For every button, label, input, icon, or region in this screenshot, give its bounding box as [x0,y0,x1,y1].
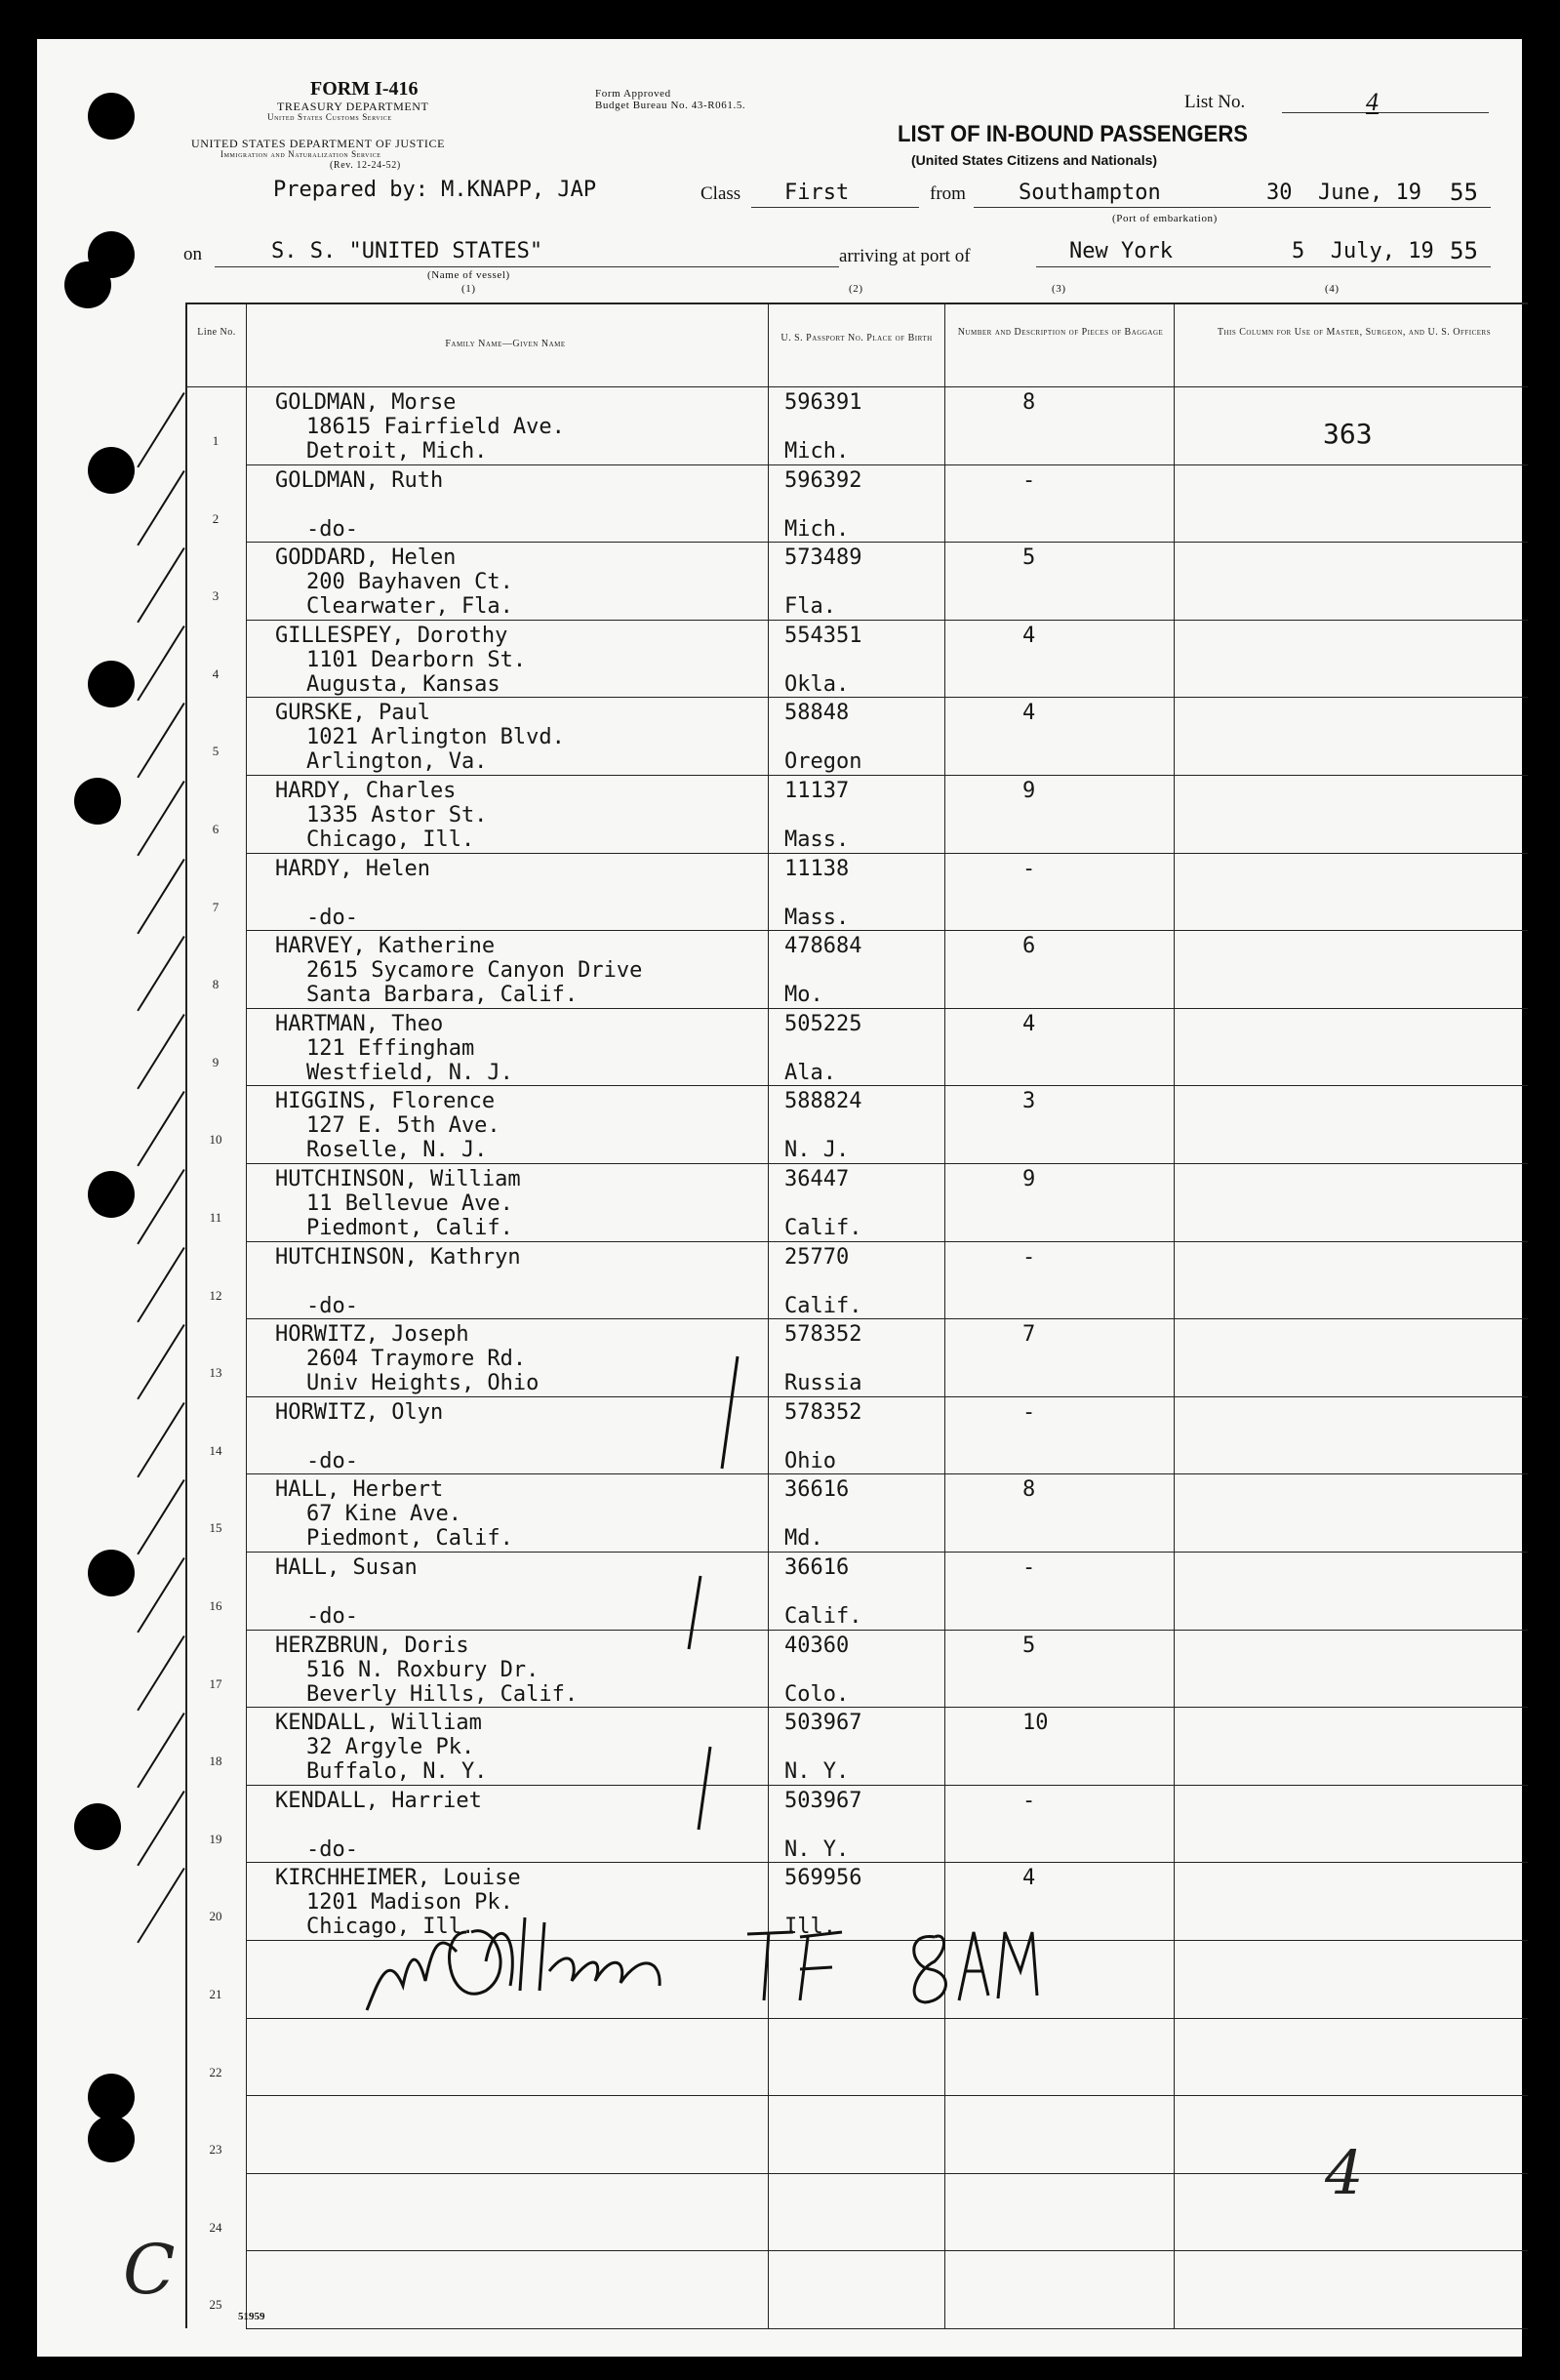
baggage-count: - [1022,856,1036,881]
passport-number: 573489 [784,545,862,571]
line-number: 22 [209,2064,222,2079]
place-of-birth: Ill. [784,1915,836,1940]
passenger-name: GOLDMAN, Ruth [275,467,444,493]
embarkation-year: 55 [1450,179,1478,206]
passenger-address-line1: 127 E. 5th Ave. [306,1113,500,1139]
class-value: First [784,181,850,205]
baggage-count: 3 [1022,1089,1036,1114]
check-mark [137,470,184,545]
line-number: 17 [209,1675,222,1691]
embarkation-date: 30 June, 19 [1266,181,1421,205]
treasury-label: TREASURY DEPARTMENT [277,100,429,113]
arrival-year: 55 [1450,237,1478,264]
baggage-count: 8 [1022,390,1036,415]
handwritten-margin-mark: 4 [1325,2137,1364,2208]
place-of-birth: Mass. [784,827,850,852]
arrival-date: 5 July, 19 [1292,239,1434,263]
baggage-count: 4 [1022,1011,1036,1036]
header-family-name: Family Name—Given Name [445,339,566,349]
passenger-address-line2: Roselle, N. J. [306,1138,488,1163]
port-caption: (Port of embarkation) [1112,213,1218,224]
passenger-address-line1: 67 Kine Ave. [306,1502,461,1527]
passport-number: 596392 [784,467,862,493]
check-mark [137,859,184,934]
baggage-count: - [1022,1244,1036,1270]
place-of-birth: Calif. [784,1216,862,1240]
passenger-name: HALL, Susan [275,1555,418,1580]
arrival-port: New York [1069,239,1173,263]
handwritten-ticks [661,1337,779,1844]
passport-number: 596391 [784,390,862,415]
passport-number: 554351 [784,623,862,648]
check-mark [137,625,184,701]
line-number: 4 [212,666,220,681]
line-number: 11 [209,1210,222,1225]
place-of-birth: N. Y. [784,1759,850,1785]
passenger-address-line1: 121 Effingham [306,1035,475,1061]
passport-number: 40360 [784,1633,850,1658]
punch-hole [88,93,135,140]
justice-label: UNITED STATES DEPARTMENT OF JUSTICE [191,137,446,150]
row-divider [246,1085,1528,1086]
passport-number: 569956 [784,1866,862,1891]
passenger-name: HALL, Herbert [275,1477,444,1503]
place-of-birth: Mo. [784,983,823,1008]
line-number: 18 [209,1754,222,1769]
baggage-count: 4 [1022,1866,1036,1891]
vessel-underline [215,266,839,267]
punch-hole [88,447,135,494]
row-divider [246,2095,1528,2096]
passenger-name: KENDALL, William [275,1711,482,1736]
print-code: 51959 [238,2311,265,2322]
passport-number: 58848 [784,701,850,726]
baggage-count: 4 [1022,701,1036,726]
check-mark [137,1713,184,1788]
passenger-name: HUTCHINSON, Kathryn [275,1244,521,1270]
vessel-caption: (Name of vessel) [427,269,510,281]
line-number: 23 [209,2142,222,2158]
place-of-birth: Colo. [784,1681,850,1707]
form-number: FORM I-416 [310,78,419,100]
passenger-address-line2: Piedmont, Calif. [306,1526,513,1552]
passenger-address-line1: 200 Bayhaven Ct. [306,570,513,595]
passenger-name: HARDY, Helen [275,856,430,881]
column-3-number: (3) [1052,283,1066,295]
line-number: 7 [212,899,220,914]
line-number: 14 [209,1442,222,1458]
column-divider [246,304,247,2328]
passenger-address-line1: 32 Argyle Pk. [306,1735,475,1760]
column-divider [1174,304,1175,2328]
line-number: 20 [209,1909,222,1924]
check-mark [137,1014,184,1089]
row-divider [246,2250,1528,2251]
passenger-name: HERZBRUN, Doris [275,1633,469,1658]
passenger-address-line2: Chicago, Ill. [306,1915,475,1940]
passenger-name: HIGGINS, Florence [275,1089,496,1114]
check-mark [137,1402,184,1477]
check-mark [137,1635,184,1711]
place-of-birth: Calif. [784,1293,862,1318]
port-of-embarkation: Southampton [1019,181,1161,205]
passport-number: 505225 [784,1011,862,1036]
passport-number: 25770 [784,1244,850,1270]
line-number: 12 [209,1287,222,1303]
line-number: 2 [212,510,220,526]
passenger-address-line2: Piedmont, Calif. [306,1216,513,1240]
place-of-birth: Ala. [784,1060,836,1085]
baggage-count: 9 [1022,779,1036,803]
column-4-number: (4) [1325,283,1340,295]
row-divider [246,1396,1528,1397]
baggage-count: - [1022,1399,1036,1425]
check-mark [137,703,184,778]
punch-hole [88,1550,135,1596]
passenger-address-line2: -do- [306,516,358,542]
passenger-address-line1: 1201 Madison Pk. [306,1890,513,1916]
on-label: on [183,244,202,264]
line-number: 25 [209,2297,222,2313]
place-of-birth: Oregon [784,749,862,775]
place-of-birth: Ohio [784,1448,836,1473]
passenger-name: HARDY, Charles [275,779,457,803]
passenger-address-line2: Detroit, Mich. [306,439,488,464]
place-of-birth: Okla. [784,671,850,697]
ins-label: Immigration and Naturalization Service [220,149,381,159]
budget-bureau-label: Budget Bureau No. 43-R061.5. [595,100,746,111]
line-number: 10 [209,1132,222,1148]
table-left-border [185,303,187,2328]
line-number: 13 [209,1365,222,1381]
header-baggage: Number and Description of Pieces of Baggage [957,327,1164,338]
passenger-address-line2: Univ Heights, Ohio [306,1371,540,1396]
header-row-border [185,386,1528,387]
row-divider [246,2328,1528,2329]
row-divider [246,1008,1528,1009]
list-no-label: List No. [1184,92,1246,112]
from-label: from [930,183,966,204]
passport-number: 36447 [784,1167,850,1191]
check-mark [137,1324,184,1399]
row-divider [246,1862,1528,1863]
header-officers: This Column for Use of Master, Surgeon, and U. S. Officers [1217,327,1492,338]
line-number: 16 [209,1598,222,1613]
punch-hole [74,1803,121,1850]
baggage-count: 5 [1022,1633,1036,1658]
row-divider [246,697,1528,698]
passenger-name: HORWITZ, Joseph [275,1322,469,1348]
row-divider [246,1241,1528,1242]
officer-note: 363 [1323,418,1373,450]
punch-hole [88,2074,135,2120]
passport-number: 11137 [784,779,850,803]
column-1-number: (1) [461,283,476,295]
revision-label: (Rev. 12-24-52) [330,160,401,171]
class-label: Class [700,183,741,204]
passenger-name: KENDALL, Harriet [275,1788,482,1813]
header-line-no: Line No. [197,327,236,338]
passport-number: 11138 [784,856,850,881]
punch-hole [88,1171,135,1218]
arrival-underline [1036,266,1491,267]
place-of-birth: Mich. [784,516,850,542]
handwritten-corner-mark: C [123,2230,176,2310]
passenger-name: HARVEY, Katherine [275,934,496,959]
list-title: LIST OF IN-BOUND PASSENGERS [898,121,1249,147]
check-mark [137,547,184,623]
baggage-count: 4 [1022,623,1036,648]
list-no-underline [1282,112,1489,113]
line-number: 1 [212,433,220,448]
baggage-count: 7 [1022,1322,1036,1348]
passenger-name: GOLDMAN, Morse [275,390,457,415]
passenger-address-line1: 2615 Sycamore Canyon Drive [306,958,643,984]
check-mark [137,1169,184,1244]
check-mark [137,1791,184,1866]
passport-number: 503967 [784,1788,862,1813]
check-mark [137,392,184,467]
line-number: 19 [209,1831,222,1846]
list-no-value: 4 [1366,88,1379,116]
baggage-count: 5 [1022,545,1036,571]
baggage-count: 8 [1022,1477,1036,1503]
passenger-name: GILLESPEY, Dorothy [275,623,508,648]
punch-hole [88,661,135,707]
prepared-by: Prepared by: M.KNAPP, JAP [273,178,597,202]
baggage-count: - [1022,467,1036,493]
passport-number: 503967 [784,1711,862,1736]
place-of-birth: Md. [784,1526,823,1552]
baggage-count: 9 [1022,1167,1036,1191]
line-number: 15 [209,1520,222,1536]
punch-hole [64,262,111,308]
row-divider [246,1318,1528,1319]
passenger-address-line2: Santa Barbara, Calif. [306,983,579,1008]
row-divider [246,1785,1528,1786]
class-underline [751,207,919,208]
baggage-count: 6 [1022,934,1036,959]
passenger-address-line2: -do- [306,1836,358,1862]
check-mark [137,936,184,1011]
passenger-address-line2: -do- [306,1604,358,1629]
arriving-label: arriving at port of [839,246,971,266]
manifest-page [37,39,1522,2357]
passenger-address-line2: Buffalo, N. Y. [306,1759,488,1785]
passenger-address-line2: Clearwater, Fla. [306,594,513,620]
check-mark [137,1557,184,1633]
place-of-birth: Calif. [784,1604,862,1629]
line-number: 9 [212,1054,220,1069]
passenger-address-line2: Augusta, Kansas [306,671,500,697]
place-of-birth: Russia [784,1371,862,1396]
header-passport: U. S. Passport No. Place of Birth [780,333,933,343]
row-divider [246,1552,1528,1553]
line-number: 24 [209,2219,222,2235]
check-mark [137,1091,184,1166]
row-divider [246,620,1528,621]
from-underline [974,207,1491,208]
passenger-address-line2: Chicago, Ill. [306,827,475,852]
passenger-address-line1: 1101 Dearborn St. [306,647,527,672]
line-number: 6 [212,822,220,836]
row-divider [246,775,1528,776]
passenger-address-line1: 516 N. Roxbury Dr. [306,1657,540,1682]
passenger-address-line1: 1021 Arlington Blvd. [306,725,565,750]
place-of-birth: Mass. [784,905,850,930]
place-of-birth: Fla. [784,594,836,620]
passport-number: 478684 [784,934,862,959]
passenger-name: HARTMAN, Theo [275,1011,444,1036]
approval-label: Form Approved [595,88,671,100]
row-divider [246,853,1528,854]
line-number: 21 [209,1987,222,2001]
row-divider [246,1473,1528,1474]
baggage-count: - [1022,1555,1036,1580]
passenger-address-line2: -do- [306,1448,358,1473]
passenger-name: HORWITZ, Olyn [275,1399,444,1425]
passenger-address-line1: 11 Bellevue Ave. [306,1191,513,1216]
row-divider [246,542,1528,543]
passenger-name: GURSKE, Paul [275,701,430,726]
column-2-number: (2) [849,283,863,295]
check-mark [137,1479,184,1554]
passenger-name: HUTCHINSON, William [275,1167,521,1191]
punch-hole [74,778,121,825]
passenger-address-line2: -do- [306,905,358,930]
row-divider [246,1163,1528,1164]
passenger-name: GODDARD, Helen [275,545,457,571]
punch-hole [88,2116,135,2162]
check-mark [137,1868,184,1943]
passenger-address-line2: Beverly Hills, Calif. [306,1681,579,1707]
check-mark [137,1247,184,1322]
row-divider [246,1630,1528,1631]
passenger-address-line1: 2604 Traymore Rd. [306,1347,527,1372]
place-of-birth: Mich. [784,439,850,464]
table-top-border [185,303,1528,304]
row-divider [246,930,1528,931]
passenger-address-line2: -do- [306,1293,358,1318]
list-subtitle: (United States Citizens and Nationals) [911,152,1158,168]
line-number: 8 [212,977,220,992]
line-number: 3 [212,588,220,604]
check-mark [137,781,184,856]
passport-number: 588824 [784,1089,862,1114]
passport-number: 36616 [784,1555,850,1580]
passport-number: 36616 [784,1477,850,1503]
passport-number: 578352 [784,1399,862,1425]
customs-label: United States Customs Service [267,112,392,122]
row-divider [246,464,1528,465]
handwritten-signature [349,1893,1130,2039]
baggage-count: - [1022,1788,1036,1813]
passenger-name: KIRCHHEIMER, Louise [275,1866,521,1891]
baggage-count: 10 [1022,1711,1049,1736]
row-divider [246,1707,1528,1708]
line-number: 5 [212,744,220,759]
passport-number: 578352 [784,1322,862,1348]
vessel-name: S. S. "UNITED STATES" [271,239,543,263]
passenger-address-line1: 1335 Astor St. [306,803,488,827]
passenger-address-line2: Arlington, Va. [306,749,488,775]
place-of-birth: N. Y. [784,1836,850,1862]
passenger-address-line2: Westfield, N. J. [306,1060,513,1085]
place-of-birth: N. J. [784,1138,850,1163]
passenger-address-line1: 18615 Fairfield Ave. [306,415,565,439]
